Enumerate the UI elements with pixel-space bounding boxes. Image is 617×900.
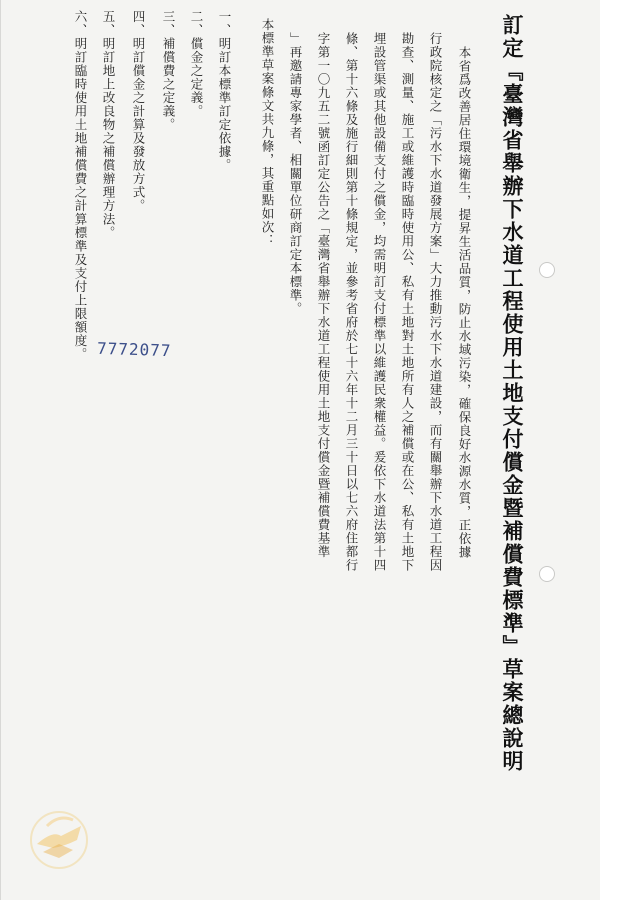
paragraph-line: 」再邀請專家學者、相關單位研商訂定本標準。 bbox=[288, 32, 303, 316]
paragraph-line: 本標準草案條文共九條，其重點如次： bbox=[260, 18, 275, 248]
paragraph-line: 行政院核定之「污水下水道發展方案」大力推動污水下水道建設，而有關舉辦下水道工程因 bbox=[428, 32, 443, 572]
paragraph-line: 勘查、測量、施工或維護時臨時使用公、私有土地對土地所有人之補償或在公、私有土地下 bbox=[400, 32, 415, 572]
paragraph-line: 字第一〇九五二號函訂定公告之「臺灣省舉辦下水道工程使用土地支付償金暨補償費基準 bbox=[316, 32, 331, 559]
list-item: 五、明訂地上改良物之補償辦理方法。 bbox=[101, 10, 116, 240]
paragraph-line: 本省爲改善居住環境衛生，提昇生活品質，防止水域污染，確保良好水源水質，正依據 bbox=[457, 46, 472, 559]
list-item: 三、補償費之定義。 bbox=[161, 10, 176, 132]
scan-margin bbox=[600, 0, 617, 900]
watermark-logo-icon bbox=[23, 800, 95, 872]
list-item: 一、明訂本標準訂定依據。 bbox=[217, 10, 232, 172]
paragraph-line: 條、第十六條及施行細則第十條規定，並參考省府於七十六年十二月三十日以七六府住都行 bbox=[344, 32, 359, 572]
archive-stamp-number: 7772077 bbox=[96, 338, 172, 361]
list-item: 二、償金之定義。 bbox=[189, 10, 204, 118]
list-item: 六、明訂臨時使用土地補償費之計算標準及支付上限額度。 bbox=[73, 10, 88, 361]
document-title: 訂定『臺灣省舉辦下水道工程使用土地支付償金暨補償費標準』草案總說明 bbox=[500, 14, 525, 773]
list-item: 四、明訂償金之計算及發放方式。 bbox=[131, 10, 146, 213]
binding-hole bbox=[539, 566, 555, 582]
paragraph-line: 埋設管渠或其他設備支付之償金，均需明訂支付標準以維護民衆權益。爰依下水道法第十四 bbox=[372, 32, 387, 572]
binding-hole bbox=[539, 262, 555, 278]
